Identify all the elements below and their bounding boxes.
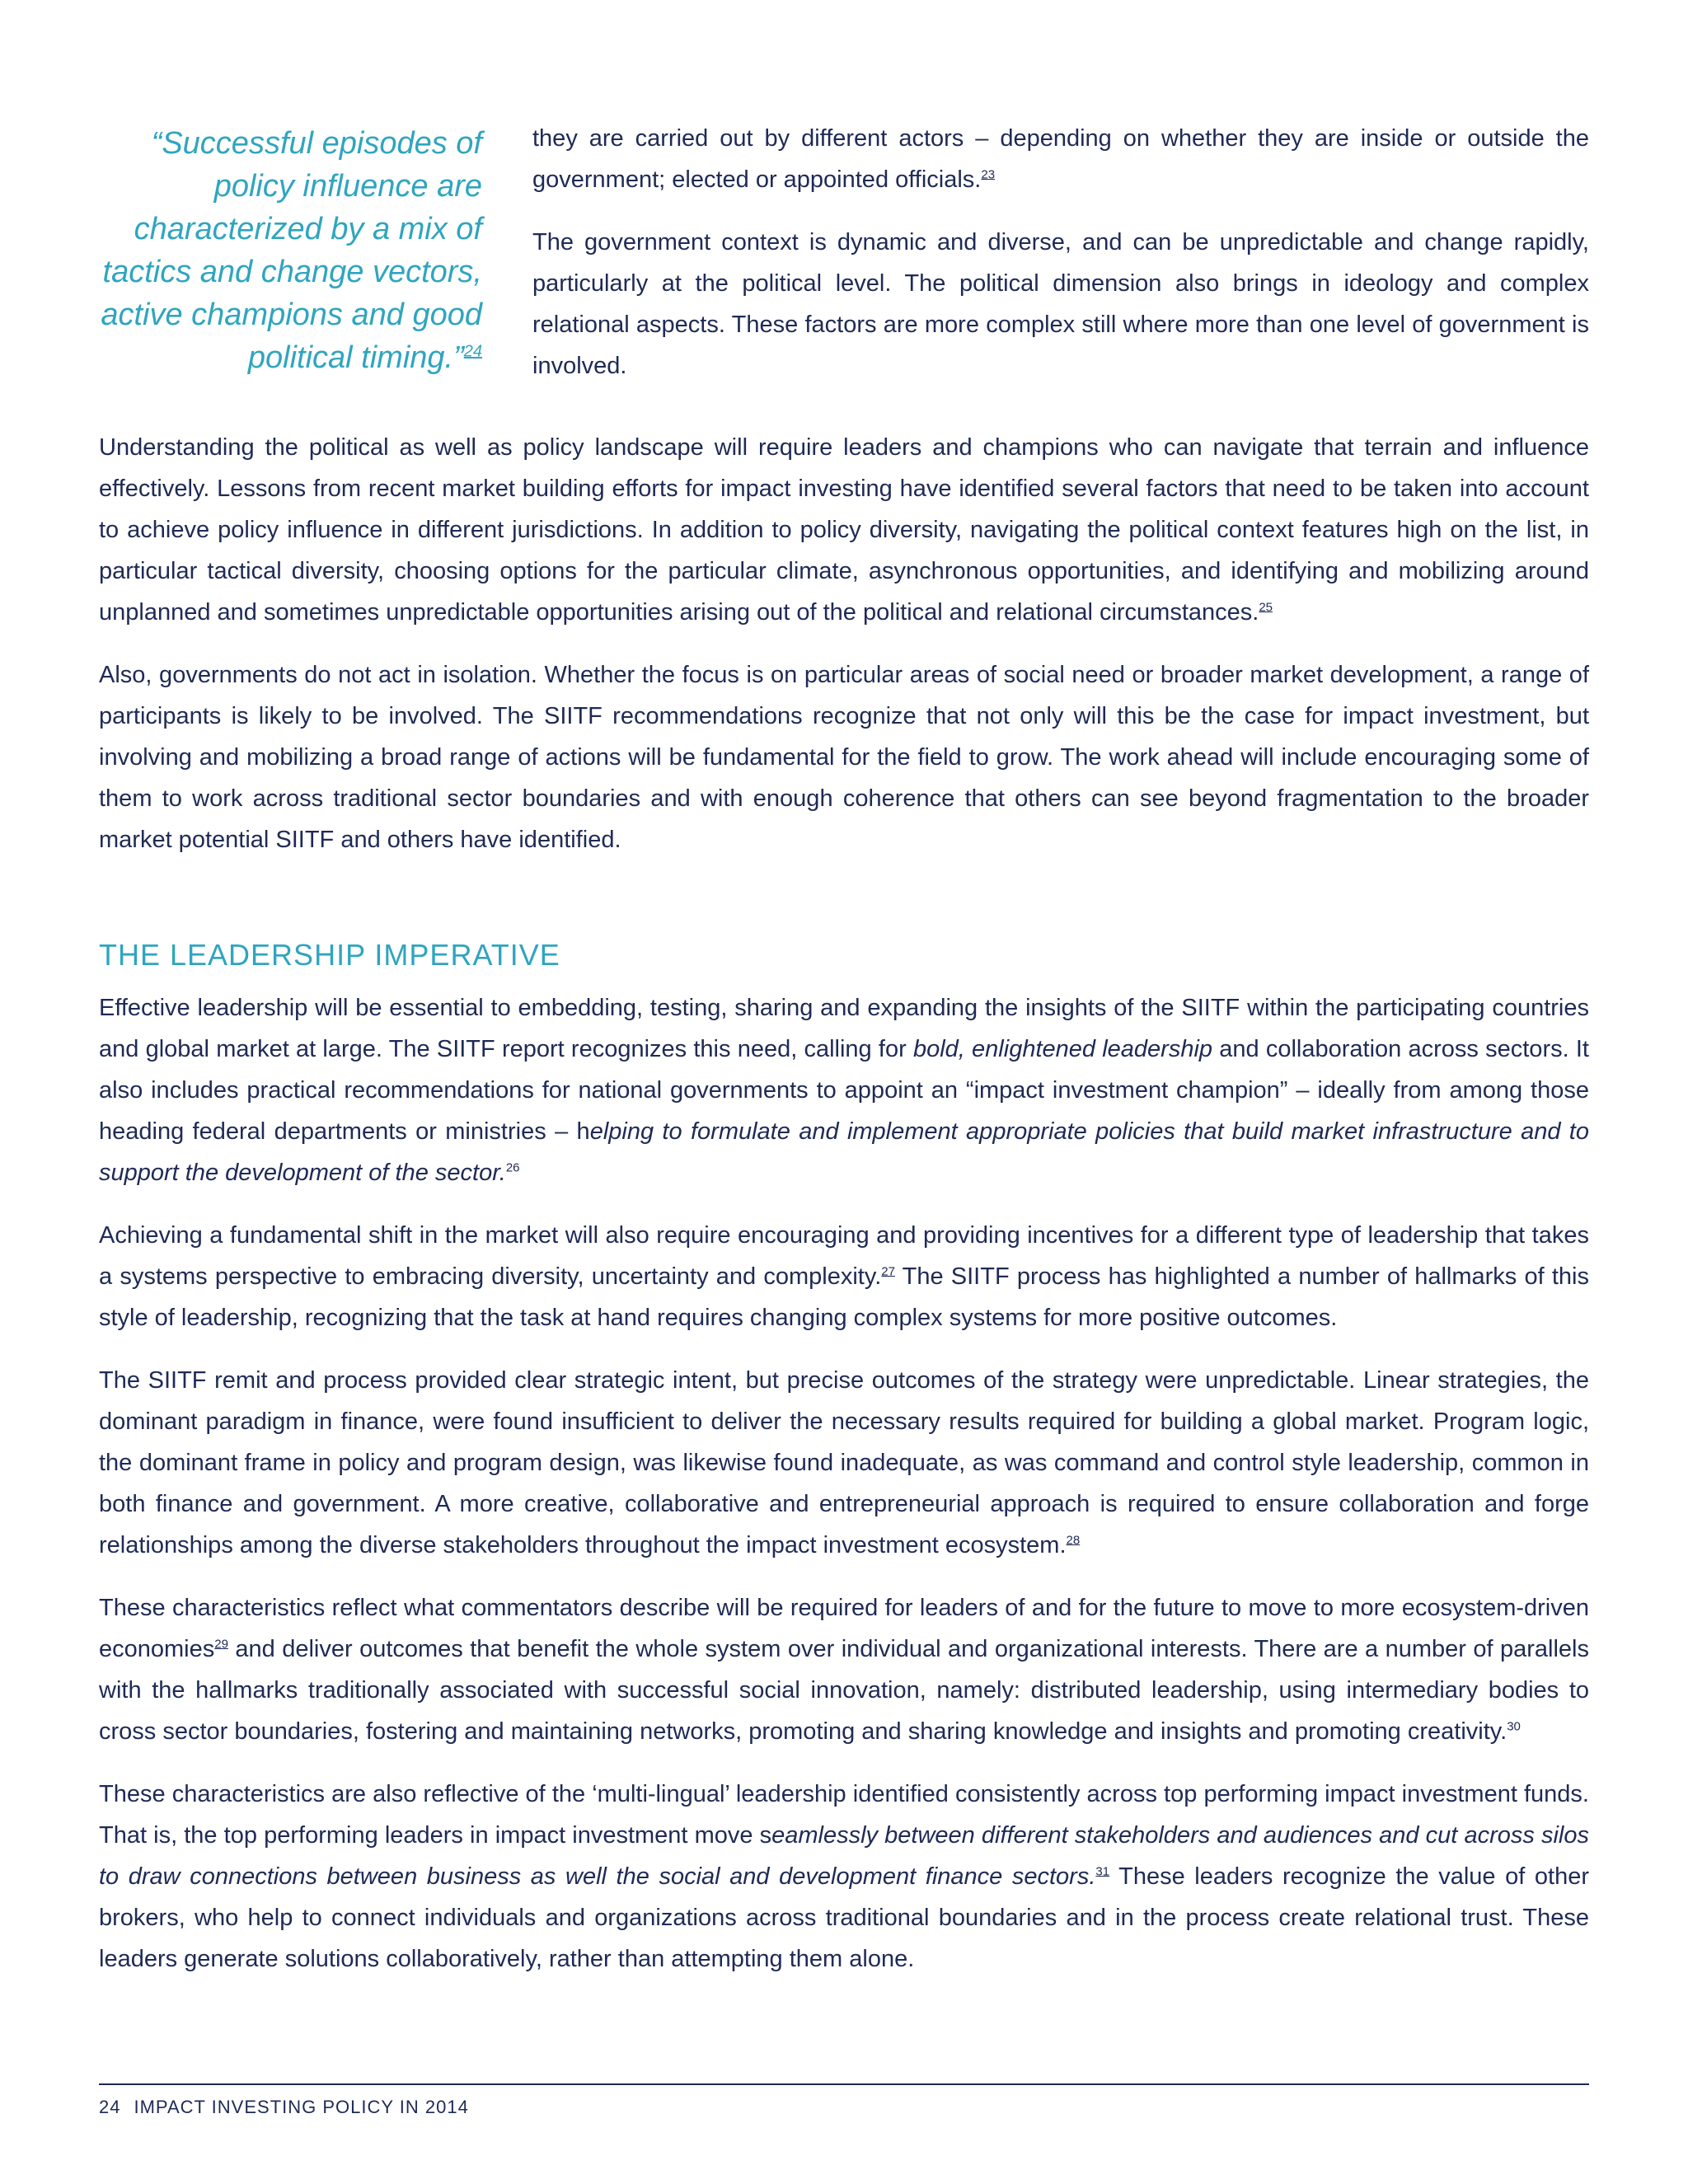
footnote-ref-26[interactable]: 26 [505, 1160, 520, 1175]
body-paragraph-1: Understanding the political as well as policy landscape will require leaders and champions who can navigate that terrain and influence effectively. Lessons from recent market building efforts for impact investing have identified several factors that need to be taken into account to achieve policy influence in different jurisdictions. In addition to policy diversity, navigating the political context features high on the list, in particular tactical diversity, choosing options for the particular climate, asynchronous opportunities, and identifying and mobilizing around unplanned and sometimes unpredictable opportunities arising out of the political and relational circumstances.$^{25}$ [99, 434, 1589, 626]
section-paragraph-5: These characteristics are also reflective of the ‘multi-lingual’ leadership identified consistently across top performing impact investment funds. That is, the top performing leaders in impact investment move seamlessly between different stakeholders and audiences and cut across silos to draw connections between business as well the social and development finance sectors.$^{31}$ These leaders recognize the value of other brokers, who help to connect individuals and organizations across traditional boundaries and in the process create relational trust. These leaders generate solutions collaboratively, rather than attempting them alone. [99, 1781, 1589, 1972]
pull-quote-footnote-ref[interactable]: 24 [463, 342, 482, 361]
footnote-ref-23[interactable]: 23 [981, 167, 996, 182]
footer-rule [99, 2083, 1589, 2085]
section-heading: THE LEADERSHIP IMPERATIVE [99, 938, 560, 972]
body-paragraph-2: Also, governments do not act in isolation. Whether the focus is on particular areas of social need or broader market development, a range of participants is likely to be involved. The SIITF recommendations recognize that not only will this be the case for impact investment, but involving and mobilizing a broad range of actions will be fundamental for the field to grow. The work ahead will include encouraging some of them to work across traditional sector boundaries and with enough coherence that others can see beyond fragmentation to the broader market potential SIITF and others have identified. [99, 662, 1589, 853]
footnote-ref-25[interactable]: 25 [1259, 600, 1273, 615]
page-footer [99, 2097, 469, 2118]
footer-title: IMPACT INVESTING POLICY IN 2014 [134, 2097, 469, 2117]
section-paragraph-2: Achieving a fundamental shift in the market will also require encouraging and providing incentives for a different type of leadership that takes a systems perspective to embracing diversity, uncertainty and complexity.$^{27}$ The SIITF process has highlighted a number of hallmarks of this style of leadership, recognizing that the task at hand requires changing complex systems for more positive outcomes. [99, 1222, 1589, 1331]
footnote-ref-31[interactable]: 31 [1095, 1864, 1110, 1879]
footnote-ref-27[interactable]: 27 [881, 1264, 895, 1279]
top-paragraph-2: The government context is dynamic and diverse, and can be unpredictable and change rapidly, particularly at the political level. The political dimension also brings in ideology and complex relational aspects. These factors are more complex still where more than one level of government is involved. [532, 229, 1589, 379]
footnote-ref-30[interactable]: 30 [1507, 1719, 1521, 1734]
top-column [532, 118, 1589, 408]
footnote-ref-28[interactable]: 28 [1066, 1533, 1081, 1548]
section-paragraph-3: The SIITF remit and process provided clear strategic intent, but precise outcomes of the strategy were unpredictable. Linear strategies, the dominant paradigm in finance, were found insufficient to deliver the necessary results required for building a global market. Program logic, the dominant frame in policy and program design, was likewise found inadequate, as was command and control style leadership, common in both finance and government. A more creative, collaborative and entrepreneurial approach is required to ensure collaboration and forge relationships among the diverse stakeholders throughout the impact investment ecosystem.$^{28}$ [99, 1367, 1589, 1558]
pull-quote-text: “Successful episodes of policy influence are characterized by a mix of tactics and change vectors, active champions and good political timing.” [101, 126, 482, 375]
section-paragraph-1: Effective leadership will be essential to embedding, testing, sharing and expanding the insights of the SIITF within the participating countries and global market at large. The SIITF report recognizes this need, calling for bold, enlightened leadership and collaboration across sectors. It also includes practical recommendations for national governments to appoint an “impact investment champion” – ideally from among those heading federal departments or ministries – helping to formulate and implement appropriate policies that build market infrastructure and to support the development of the sector.$^{26}$ [99, 995, 1589, 1186]
section-paragraph-4: These characteristics reflect what commentators describe will be required for leaders of and for the future to move to more ecosystem-driven economies$^{29}$ and deliver outcomes that benefit the whole system over individual and organizational interests. There are a number of parallels with the hallmarks traditionally associated with successful social innovation, namely: distributed leadership, using intermediary bodies to cross sector boundaries, fostering and maintaining networks, promoting and sharing knowledge and insights and promoting creativity.$^{30}$ [99, 1595, 1589, 1745]
pull-quote [66, 122, 482, 379]
footnote-ref-29[interactable]: 29 [214, 1637, 228, 1652]
page-number: 24 [99, 2097, 121, 2117]
main-body [99, 427, 1589, 2001]
top-paragraph-1: they are carried out by different actors – depending on whether they are inside or outside the government; elected or appointed officials.$^{23}$ [532, 125, 1589, 193]
